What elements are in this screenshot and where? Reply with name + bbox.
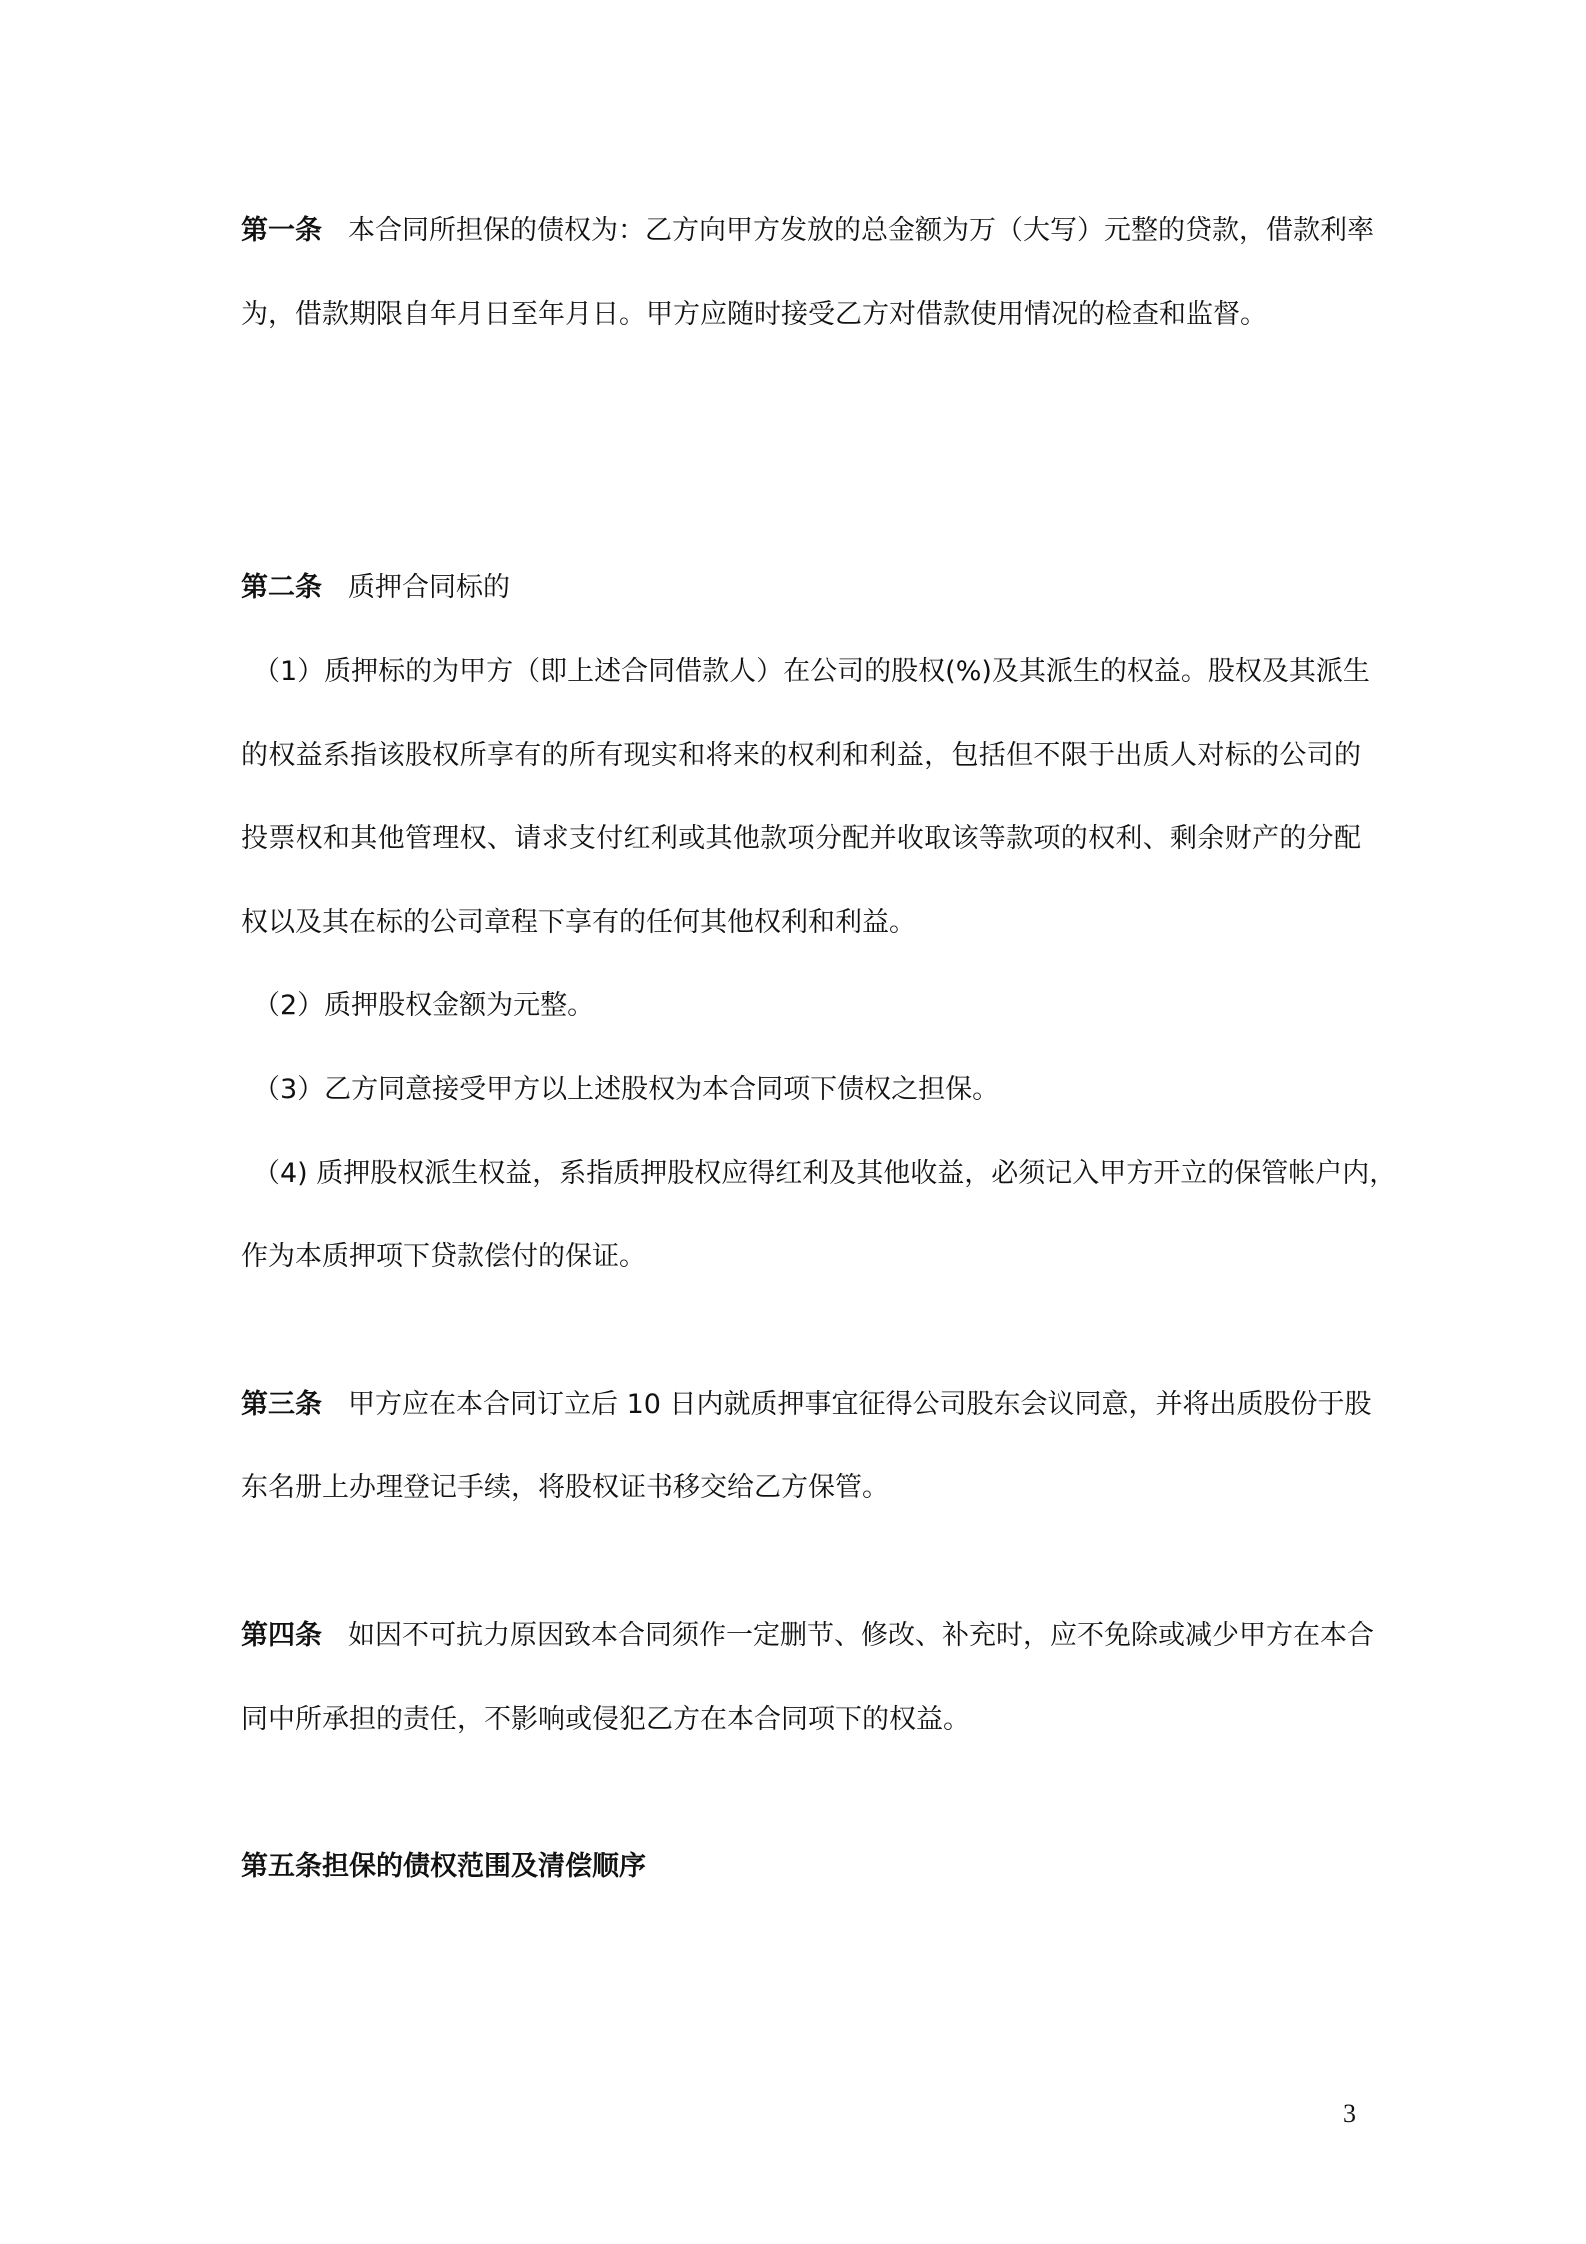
page-number: 3 <box>1343 2099 1356 2128</box>
article-2-line-7: （4) 质押股权派生权益，系指质押股权应得红利及其他收益，必须记入甲方开立的保管帐户内， <box>253 1158 1397 1189</box>
article-2-line-4: 权以及其在标的公司章程下享有的任何其他权利和利益。 <box>241 907 916 938</box>
article-5-heading: 第五条担保的债权范围及清偿顺序 <box>241 1851 646 1882</box>
article-1-text-1: 本合同所担保的债权为：乙方向甲方发放的总金额为万（大写）元整的贷款，借款利率 <box>348 215 1374 246</box>
article-3-text-1: 甲方应在本合同订立后 10 日内就质押事宜征得公司股东会议同意，并将出质股份于股 <box>348 1389 1372 1420</box>
article-2-line-5: （2）质押股权金额为元整。 <box>253 990 595 1021</box>
article-3-heading: 第三条 <box>241 1389 322 1420</box>
article-4-heading: 第四条 <box>241 1620 322 1651</box>
article-2-line-6: （3）乙方同意接受甲方以上述股权为本合同项下债权之担保。 <box>253 1074 1000 1105</box>
article-2-title: 质押合同标的 <box>348 572 510 603</box>
article-2-line-1: （1）质押标的为甲方（即上述合同借款人）在公司的股权(%)及其派生的权益。股权及其派生 <box>253 656 1370 687</box>
article-2-title-line <box>241 568 1361 608</box>
article-2-line-8: 作为本质押项下贷款偿付的保证。 <box>241 1241 646 1272</box>
article-2-heading: 第二条 <box>241 572 322 603</box>
article-3-line-2: 东名册上办理登记手续，将股权证书移交给乙方保管。 <box>241 1472 889 1503</box>
article-4-text-1: 如因不可抗力原因致本合同须作一定删节、修改、补充时，应不免除或减少甲方在本合 <box>348 1620 1374 1651</box>
article-2-line-3: 投票权和其他管理权、请求支付红利或其他款项分配并收取该等款项的权利、剩余财产的分配 <box>241 823 1361 854</box>
article-1-line-1 <box>241 211 1374 251</box>
article-3-line-1 <box>241 1385 1372 1425</box>
article-2-line-2: 的权益系指该股权所享有的所有现实和将来的权利和利益，包括但不限于出质人对标的公司的 <box>241 740 1361 771</box>
article-1-heading: 第一条 <box>241 215 322 246</box>
article-4-line-1 <box>241 1616 1374 1656</box>
article-4-line-2: 同中所承担的责任，不影响或侵犯乙方在本合同项下的权益。 <box>241 1704 970 1735</box>
article-1-line-2: 为，借款期限自年月日至年月日。甲方应随时接受乙方对借款使用情况的检查和监督。 <box>241 299 1267 330</box>
